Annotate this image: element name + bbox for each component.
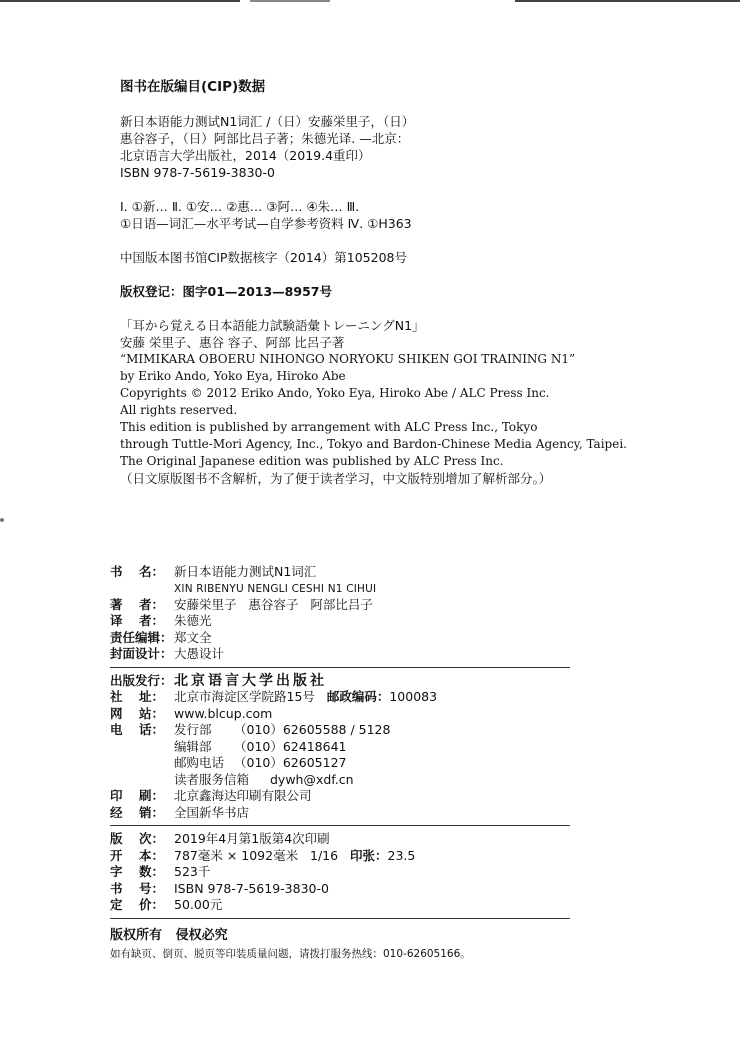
edition-row bbox=[110, 831, 570, 848]
original-en-line: through Tuttle-Mori Agency, Inc., Tokyo and Bardon-Chinese Media Agency, Taipei. bbox=[120, 437, 627, 451]
book-info-section bbox=[110, 564, 570, 961]
format-value: 787毫米 × 1092毫米 1/16 bbox=[174, 847, 339, 863]
translator-label: 译 者： bbox=[110, 613, 164, 628]
authors-row bbox=[110, 597, 570, 614]
publisher-row bbox=[110, 673, 570, 690]
cip-record-line: 新日本语能力测试N1词汇 /（日）安藤栄里子，（日） bbox=[120, 114, 415, 129]
book-name-label: 书 名： bbox=[110, 564, 164, 579]
original-jp-title: 「耳から覚える日本語能力試験語彙トレーニングN1」 bbox=[120, 318, 425, 333]
cip-record-line: 北京语言大学出版社，2014（2019.4重印） bbox=[120, 148, 371, 163]
original-en-line: Copyrights © 2012 Eriko Ando, Yoko Eya, Hiroko Abe / ALC Press Inc. bbox=[120, 386, 550, 400]
registration-mark bbox=[0, 518, 4, 522]
phone-number: （010）62605588 / 5128 bbox=[234, 722, 391, 737]
phone-row bbox=[110, 722, 570, 739]
zip-value: 100083 bbox=[389, 689, 438, 704]
original-en-line: This edition is published by arrangement with ALC Press Inc., Tokyo bbox=[120, 420, 538, 434]
phone-number: （010）62418641 bbox=[234, 738, 347, 754]
phone-dept: 邮购电话 bbox=[174, 755, 225, 770]
isbn-row bbox=[110, 881, 570, 898]
isbn-label: 书 号： bbox=[110, 880, 164, 896]
editor-label: 责任编辑： bbox=[110, 629, 173, 645]
original-en-line: The Original Japanese edition was published by ALC Press Inc. bbox=[120, 454, 504, 468]
website-value: www.blcup.com bbox=[174, 705, 273, 721]
word-count-label: 字 数： bbox=[110, 864, 164, 879]
cover-design-row bbox=[110, 646, 570, 663]
phone-dept: 编辑部 bbox=[174, 738, 212, 754]
website-row bbox=[110, 706, 570, 723]
word-count-value: 523千 bbox=[174, 864, 211, 879]
original-en-line: “MIMIKARA OBOERU NIHONGO NORYOKU SHIKEN GOI TRAINING N1” bbox=[120, 352, 576, 366]
price-row bbox=[110, 897, 570, 914]
publisher-logo-text: 北京语言大学出版社 bbox=[174, 672, 327, 689]
reader-service-label: 读者服务信箱 bbox=[174, 771, 250, 787]
editor-value: 郑文全 bbox=[174, 629, 212, 645]
original-note: （日文原版图书不含解析，为了便于读者学习，中文版特别增加了解析部分。） bbox=[120, 471, 552, 486]
cip-number: 中国版本图书馆CIP数据核字（2014）第105208号 bbox=[120, 250, 407, 265]
translator-row bbox=[110, 613, 570, 630]
editor-row bbox=[110, 630, 570, 647]
rights-statement: 版权所有 侵权必究 bbox=[110, 927, 228, 943]
cover-design-value: 大愚设计 bbox=[174, 646, 225, 661]
price-value: 50.00元 bbox=[174, 897, 223, 912]
zip-label: 邮政编码： bbox=[326, 689, 390, 704]
scan-edge-line bbox=[515, 0, 740, 2]
isbn-value: ISBN 978-7-5619-3830-0 bbox=[174, 880, 329, 896]
book-name-value: 新日本语能力测试N1词汇 bbox=[174, 564, 317, 579]
address-value: 北京市海淀区学院路15号 bbox=[174, 689, 315, 704]
original-jp-authors: 安藤 栄里子、惠谷 容子、阿部 比呂子著 bbox=[120, 335, 345, 350]
cip-record-line: 惠谷容子，（日）阿部比吕子著；朱德光译. —北京： bbox=[120, 131, 410, 146]
distributor-row bbox=[110, 805, 570, 822]
book-name-row bbox=[110, 564, 570, 581]
cip-isbn: ISBN 978-7-5619-3830-0 bbox=[120, 165, 275, 180]
address-row bbox=[110, 689, 570, 706]
divider bbox=[110, 825, 570, 826]
price-label: 定 价： bbox=[110, 897, 164, 912]
authors-label: 著 者： bbox=[110, 596, 164, 612]
authors-value: 安藤栄里子 惠谷容子 阿部比吕子 bbox=[174, 596, 373, 612]
cover-design-label: 封面设计： bbox=[110, 646, 173, 661]
phone-dept: 发行部 bbox=[174, 722, 212, 737]
cip-section bbox=[120, 79, 720, 487]
sheets-label: 印张： bbox=[350, 847, 388, 863]
website-label: 网 站： bbox=[110, 705, 164, 721]
book-name-pinyin: XIN RIBENYU NENGLI CESHI N1 CIHUI bbox=[174, 582, 377, 595]
cip-record bbox=[120, 113, 720, 181]
format-row bbox=[110, 848, 570, 865]
phone-number: （010）62605127 bbox=[234, 755, 347, 770]
divider bbox=[110, 667, 570, 668]
edition-label: 版 次： bbox=[110, 831, 164, 846]
word-count-row bbox=[110, 864, 570, 881]
classification-line: Ⅰ. ①新… Ⅱ. ①安… ②惠… ③阿… ④朱… Ⅲ. bbox=[120, 199, 360, 214]
phone-line bbox=[110, 755, 570, 772]
translator-value: 朱德光 bbox=[174, 613, 212, 628]
original-edition-info bbox=[120, 317, 720, 487]
edition-value: 2019年4月第1版第4次印刷 bbox=[174, 831, 330, 846]
distributor-value: 全国新华书店 bbox=[174, 804, 250, 820]
reader-service-email: dywh@xdf.cn bbox=[270, 771, 354, 787]
original-en-line: All rights reserved. bbox=[120, 403, 238, 417]
phone-line bbox=[110, 739, 570, 756]
copyright-registration: 版权登记：图字01—2013—8957号 bbox=[120, 284, 332, 299]
scan-edge-line bbox=[250, 0, 330, 2]
address-label: 社 址： bbox=[110, 689, 164, 704]
format-label: 开 本： bbox=[110, 847, 164, 863]
printer-value: 北京鑫海达印刷有限公司 bbox=[174, 788, 312, 803]
classification-line: ①日语—词汇—水平考试—自学参考资料 Ⅳ. ①H363 bbox=[120, 216, 412, 231]
cip-classification bbox=[120, 198, 720, 232]
quality-notice: 如有缺页、倒页、脱页等印装质量问题，请拨打服务热线：010-62605166。 bbox=[110, 947, 471, 960]
publisher-label: 出版发行： bbox=[110, 672, 173, 688]
cip-title: 图书在版编目(CIP)数据 bbox=[120, 79, 266, 95]
divider bbox=[110, 918, 570, 919]
original-en-line: by Eriko Ando, Yoko Eya, Hiroko Abe bbox=[120, 369, 346, 383]
reader-service-line bbox=[110, 772, 570, 789]
distributor-label: 经 销： bbox=[110, 804, 164, 820]
printer-row bbox=[110, 788, 570, 805]
scan-edge-line bbox=[0, 0, 240, 2]
sheets-value: 23.5 bbox=[387, 847, 416, 863]
printer-label: 印 刷： bbox=[110, 788, 164, 803]
phone-label: 电 话： bbox=[110, 722, 164, 737]
